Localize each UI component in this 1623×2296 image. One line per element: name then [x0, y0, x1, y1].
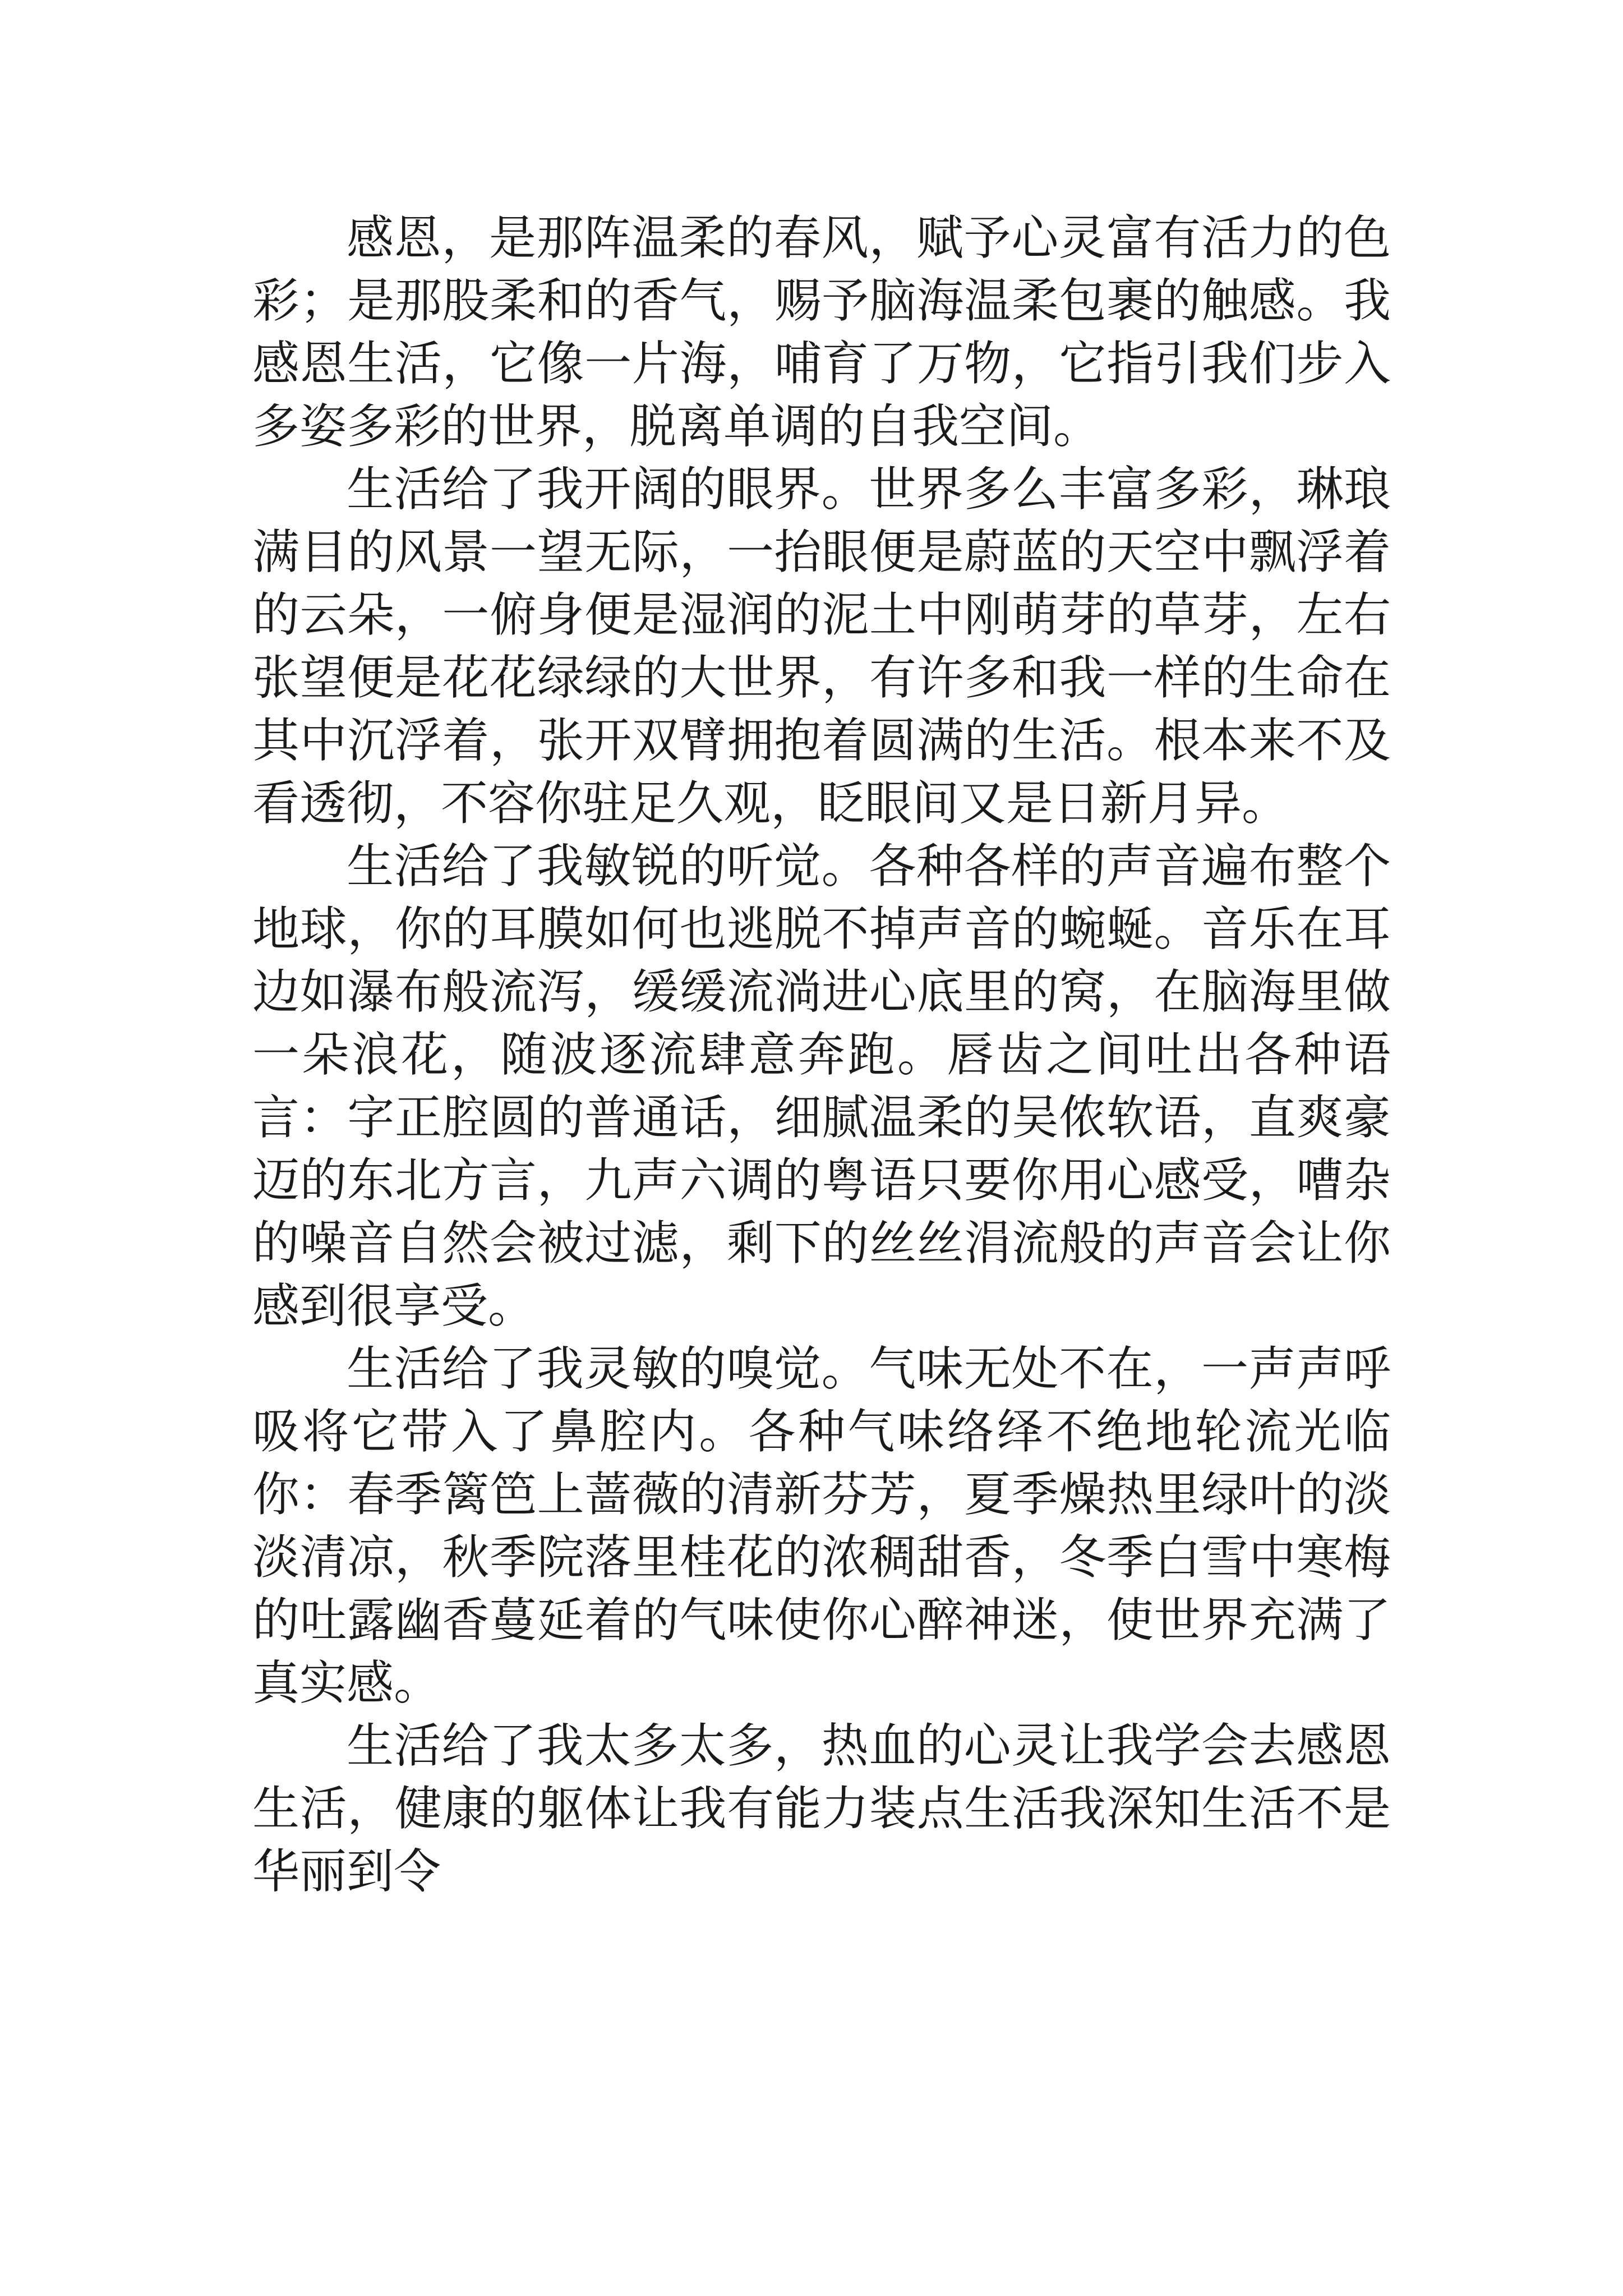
paragraph-2: 生活给了我开阔的眼界。世界多么丰富多彩，琳琅满目的风景一望无际，一抬眼便是蔚蓝的天空中飘浮着的云朵，一俯身便是湿润的泥土中刚萌芽的草芽，左右张望便是花花绿绿的大世界，有许多和我一样的生命在其中沉浮着，张开双臂拥抱着圆满的生活。根本来不及看透彻，不容你驻足久观，眨眼间又是日新月异。: [252, 462, 1391, 831]
body-text: [252, 206, 1391, 1903]
paragraph-5: 生活给了我太多太多，热血的心灵让我学会去感恩生活，健康的躯体让我有能力装点生活我深知生活不是华丽到令: [252, 1718, 1391, 1899]
paragraph-1: 感恩，是那阵温柔的春风，赋予心灵富有活力的色彩；是那股柔和的香气，赐予脑海温柔包裹的触感。我感恩生活，它像一片海，哺育了万物，它指引我们步入多姿多彩的世界，脱离单调的自我空间。: [252, 210, 1391, 454]
paragraph-3: 生活给了我敏锐的听觉。各种各样的声音遍布整个地球，你的耳膜如何也逃脱不掉声音的蜿蜒。音乐在耳边如瀑布般流泻，缓缓流淌进心底里的窝，在脑海里做一朵浪花，随波逐流肆意奔跑。唇齿之间吐出各种语言：字正腔圆的普通话，细腻温柔的吴侬软语，直爽豪迈的东北方言，九声六调的粤语只要你用心感受，嘈杂的噪音自然会被过滤，剩下的丝丝涓流般的声音会让你感到很享受。: [252, 839, 1391, 1333]
paragraph-4: 生活给了我灵敏的嗅觉。气味无处不在，一声声呼吸将它带入了鼻腔内。各种气味络绎不绝地轮流光临你：春季篱笆上蔷薇的清新芬芳，夏季燥热里绿叶的淡淡清凉，秋季院落里桂花的浓稠甜香，冬季白雪中寒梅的吐露幽香蔓延着的气味使你心醉神迷，使世界充满了真实感。: [252, 1341, 1391, 1710]
